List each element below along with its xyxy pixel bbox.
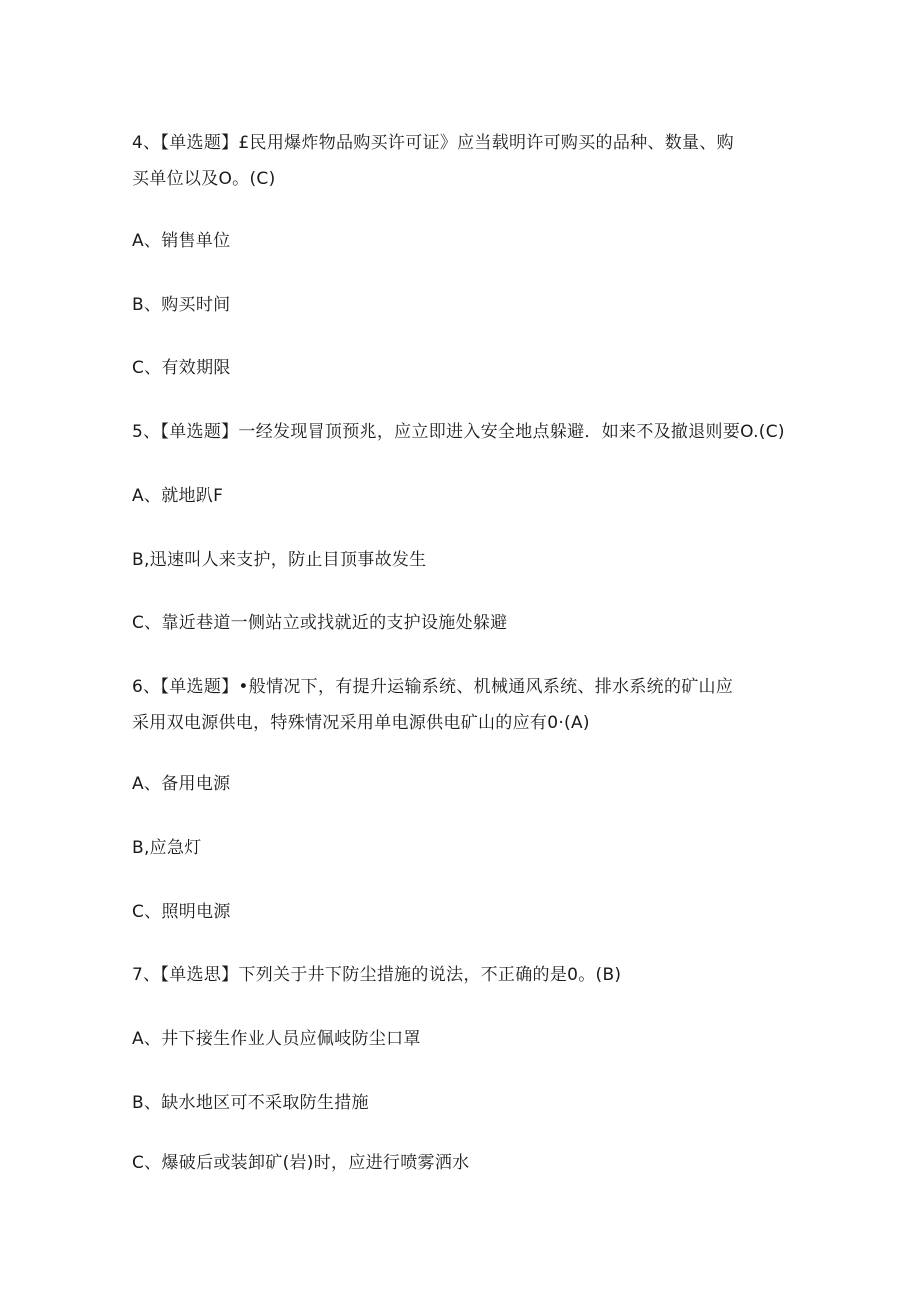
question-7-option-c: C、爆破后或装卸矿(岩)时，应进行喷雾洒水 — [132, 1153, 470, 1173]
question-7-stem-line-1: 7、【单选思】下列关于井下防尘措施的说法，不正确的是0。(B) — [132, 965, 622, 985]
question-6-option-a: A、备用电源 — [132, 774, 231, 794]
question-6-stem-line-2: 采用双电源供电，特殊情况采用单电源供电矿山的应有0·(A) — [132, 713, 590, 733]
question-5-stem-line-1: 5、【单选题】一经发现冒顶预兆，应立即进入安全地点躲避．如来不及撤退则要O.(C) — [132, 422, 785, 442]
question-5-option-c: C、靠近巷道一侧站立或找就近的支护设施处躲避 — [132, 613, 508, 633]
question-4-option-b: B、购买时间 — [132, 295, 231, 315]
question-7-option-b: B、缺水地区可不采取防生措施 — [132, 1093, 369, 1113]
question-4-stem-line-1: 4、【单选题】£民用爆炸物品购买许可证》应当载明许可购买的品种、数量、购 — [132, 133, 734, 153]
question-7-option-a: A、井下接生作业人员应佩岐防尘口罩 — [132, 1029, 421, 1049]
question-6-option-c: C、照明电源 — [132, 902, 231, 922]
question-6-option-b: B,应急灯 — [132, 838, 202, 858]
question-5-option-b: B,迅速叫人来支护，防止目顶事故发生 — [132, 550, 427, 570]
question-4-option-a: A、销售单位 — [132, 231, 231, 251]
question-4-option-c: C、有效期限 — [132, 358, 231, 378]
question-5-option-a: A、就地趴F — [132, 486, 224, 506]
question-4-stem-line-2: 买单位以及O。(C) — [132, 169, 276, 189]
question-6-stem-line-1: 6、【单选题】•般情况下，有提升运输系统、机械通风系统、排水系统的矿山应 — [132, 677, 734, 697]
